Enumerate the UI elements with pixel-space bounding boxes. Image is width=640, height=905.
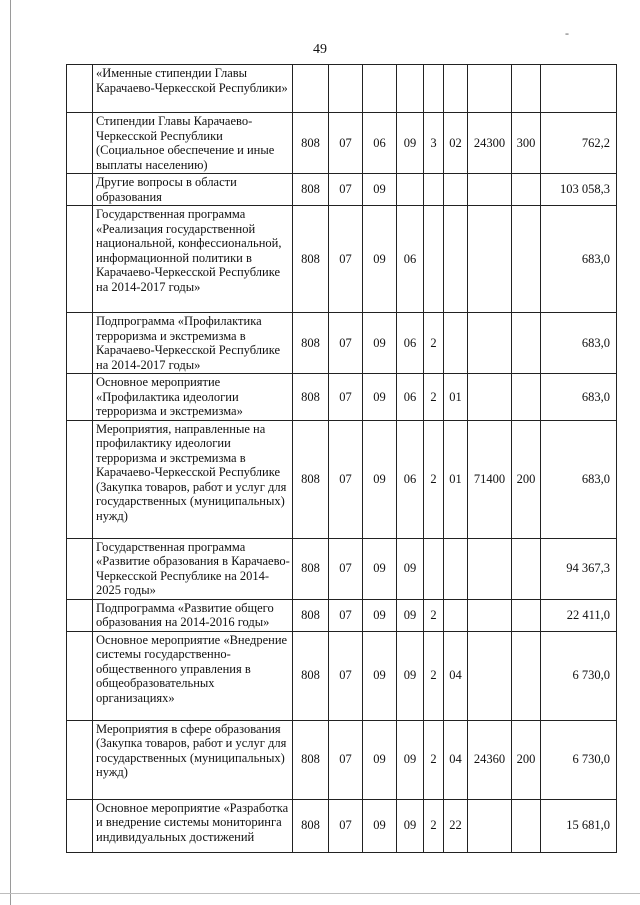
amount-cell: 6 730,0 — [541, 720, 617, 799]
direction-code-cell — [468, 374, 512, 421]
expense-type-cell — [512, 599, 541, 631]
ministry-code-cell: 808 — [293, 206, 329, 313]
expense-type-cell: 200 — [512, 720, 541, 799]
ministry-code-cell: 808 — [293, 799, 329, 852]
expense-type-cell — [512, 65, 541, 113]
name-cell: Другие вопросы в области образования — [93, 174, 293, 206]
row-number-cell — [67, 420, 93, 538]
event-code-cell: 22 — [444, 799, 468, 852]
row-number-cell — [67, 174, 93, 206]
ministry-code-cell: 808 — [293, 313, 329, 374]
program-code-cell: 06 — [397, 374, 424, 421]
row-number-cell — [67, 599, 93, 631]
expense-type-cell — [512, 206, 541, 313]
row-number-cell — [67, 720, 93, 799]
subsection-code-cell: 09 — [363, 631, 397, 720]
subprogram-code-cell — [424, 538, 444, 599]
program-code-cell: 09 — [397, 113, 424, 174]
name-cell: Основное мероприятие «Внедрение системы государственно-общественного управления в общеобразовательных организациях» — [93, 631, 293, 720]
subprogram-code-cell: 2 — [424, 420, 444, 538]
amount-cell — [541, 65, 617, 113]
row-number-cell — [67, 65, 93, 113]
scan-edge-left — [10, 0, 11, 905]
direction-code-cell — [468, 631, 512, 720]
table-row — [67, 538, 617, 599]
expense-type-cell — [512, 374, 541, 421]
name-cell: Основное мероприятие «Разработка и внедрение системы мониторинга индивидуальных достижений — [93, 799, 293, 852]
ministry-code-cell: 808 — [293, 538, 329, 599]
expense-type-cell — [512, 799, 541, 852]
section-code-cell: 07 — [329, 599, 363, 631]
event-code-cell — [444, 65, 468, 113]
section-code-cell: 07 — [329, 374, 363, 421]
direction-code-cell — [468, 206, 512, 313]
direction-code-cell — [468, 174, 512, 206]
amount-cell: 683,0 — [541, 313, 617, 374]
subprogram-code-cell: 2 — [424, 799, 444, 852]
subsection-code-cell: 09 — [363, 720, 397, 799]
section-code-cell: 07 — [329, 420, 363, 538]
name-cell: Стипендии Главы Карачаево-Черкесской Республики (Социальное обеспечение и иные выплаты населению) — [93, 113, 293, 174]
row-number-cell — [67, 538, 93, 599]
name-cell: Подпрограмма «Профилактика терроризма и экстремизма в Карачаево-Черкесской Республике на 2014-2017 годы» — [93, 313, 293, 374]
direction-code-cell — [468, 313, 512, 374]
ministry-code-cell: 808 — [293, 374, 329, 421]
row-number-cell — [67, 374, 93, 421]
page-number: 49 — [313, 42, 327, 57]
subprogram-code-cell: 2 — [424, 374, 444, 421]
section-code-cell: 07 — [329, 720, 363, 799]
subprogram-code-cell — [424, 206, 444, 313]
table-row — [67, 720, 617, 799]
row-number-cell — [67, 113, 93, 174]
section-code-cell — [329, 65, 363, 113]
ministry-code-cell: 808 — [293, 174, 329, 206]
section-code-cell: 07 — [329, 538, 363, 599]
expense-type-cell — [512, 631, 541, 720]
amount-cell: 6 730,0 — [541, 631, 617, 720]
table-row — [67, 374, 617, 421]
ministry-code-cell: 808 — [293, 113, 329, 174]
event-code-cell: 04 — [444, 720, 468, 799]
budget-table — [66, 64, 617, 853]
direction-code-cell — [468, 799, 512, 852]
subsection-code-cell: 09 — [363, 313, 397, 374]
event-code-cell — [444, 206, 468, 313]
subprogram-code-cell: 2 — [424, 631, 444, 720]
subprogram-code-cell: 2 — [424, 599, 444, 631]
amount-cell: 683,0 — [541, 420, 617, 538]
subsection-code-cell: 09 — [363, 374, 397, 421]
section-code-cell: 07 — [329, 313, 363, 374]
event-code-cell: 01 — [444, 374, 468, 421]
program-code-cell — [397, 65, 424, 113]
ministry-code-cell — [293, 65, 329, 113]
subprogram-code-cell: 3 — [424, 113, 444, 174]
ministry-code-cell: 808 — [293, 720, 329, 799]
row-number-cell — [67, 799, 93, 852]
amount-cell: 103 058,3 — [541, 174, 617, 206]
program-code-cell: 09 — [397, 720, 424, 799]
event-code-cell — [444, 538, 468, 599]
name-cell: Основное мероприятие «Профилактика идеологии терроризма и экстремизма» — [93, 374, 293, 421]
name-cell: Подпрограмма «Развитие общего образования на 2014-2016 годы» — [93, 599, 293, 631]
program-code-cell: 09 — [397, 799, 424, 852]
subsection-code-cell: 09 — [363, 599, 397, 631]
table-row — [67, 420, 617, 538]
subprogram-code-cell — [424, 174, 444, 206]
event-code-cell: 04 — [444, 631, 468, 720]
name-cell: Мероприятия в сфере образования (Закупка товаров, работ и услуг для государственных (муниципальных) нужд) — [93, 720, 293, 799]
direction-code-cell: 71400 — [468, 420, 512, 538]
subsection-code-cell — [363, 65, 397, 113]
table-row — [67, 799, 617, 852]
section-code-cell: 07 — [329, 631, 363, 720]
direction-code-cell: 24360 — [468, 720, 512, 799]
program-code-cell: 09 — [397, 631, 424, 720]
subprogram-code-cell: 2 — [424, 313, 444, 374]
ministry-code-cell: 808 — [293, 599, 329, 631]
row-number-cell — [67, 313, 93, 374]
expense-type-cell — [512, 313, 541, 374]
subsection-code-cell: 09 — [363, 799, 397, 852]
direction-code-cell — [468, 65, 512, 113]
name-cell: Государственная программа «Развитие образования в Карачаево-Черкесской Республике на 2014-2025 годы» — [93, 538, 293, 599]
expense-type-cell: 300 — [512, 113, 541, 174]
amount-cell: 15 681,0 — [541, 799, 617, 852]
table-row — [67, 113, 617, 174]
row-number-cell — [67, 206, 93, 313]
table-row — [67, 174, 617, 206]
table-row — [67, 206, 617, 313]
subsection-code-cell: 09 — [363, 174, 397, 206]
amount-cell: 683,0 — [541, 374, 617, 421]
table-row — [67, 599, 617, 631]
section-code-cell: 07 — [329, 113, 363, 174]
ministry-code-cell: 808 — [293, 420, 329, 538]
program-code-cell: 09 — [397, 538, 424, 599]
scan-edge-bottom — [0, 893, 640, 894]
program-code-cell: 09 — [397, 599, 424, 631]
event-code-cell — [444, 599, 468, 631]
event-code-cell — [444, 313, 468, 374]
direction-code-cell — [468, 599, 512, 631]
amount-cell: 22 411,0 — [541, 599, 617, 631]
section-code-cell: 07 — [329, 174, 363, 206]
program-code-cell — [397, 174, 424, 206]
subsection-code-cell: 09 — [363, 538, 397, 599]
row-number-cell — [67, 631, 93, 720]
expense-type-cell: 200 — [512, 420, 541, 538]
ministry-code-cell: 808 — [293, 631, 329, 720]
direction-code-cell: 24300 — [468, 113, 512, 174]
subsection-code-cell: 06 — [363, 113, 397, 174]
expense-type-cell — [512, 538, 541, 599]
program-code-cell: 06 — [397, 313, 424, 374]
section-code-cell: 07 — [329, 206, 363, 313]
table-row — [67, 631, 617, 720]
subprogram-code-cell: 2 — [424, 720, 444, 799]
direction-code-cell — [468, 538, 512, 599]
amount-cell: 683,0 — [541, 206, 617, 313]
subsection-code-cell: 09 — [363, 206, 397, 313]
scan-mark: - — [565, 26, 569, 40]
event-code-cell: 02 — [444, 113, 468, 174]
program-code-cell: 06 — [397, 420, 424, 538]
subprogram-code-cell — [424, 65, 444, 113]
section-code-cell: 07 — [329, 799, 363, 852]
amount-cell: 94 367,3 — [541, 538, 617, 599]
program-code-cell: 06 — [397, 206, 424, 313]
amount-cell: 762,2 — [541, 113, 617, 174]
event-code-cell: 01 — [444, 420, 468, 538]
table-row — [67, 313, 617, 374]
event-code-cell — [444, 174, 468, 206]
table-body — [67, 65, 617, 853]
name-cell: Мероприятия, направленные на профилактику идеологии терроризма и экстремизма в Карачаево-Черкесской Республике (Закупка товаров, работ и услуг для государственных (муниципальных) нужд) — [93, 420, 293, 538]
name-cell: Государственная программа «Реализация государственной национальной, конфессиональной, информационной политики в Карачаево-Черкесской Республике на 2014-2017 годы» — [93, 206, 293, 313]
table-row — [67, 65, 617, 113]
expense-type-cell — [512, 174, 541, 206]
name-cell: «Именные стипендии Главы Карачаево-Черкесской Республики» — [93, 65, 293, 113]
subsection-code-cell: 09 — [363, 420, 397, 538]
